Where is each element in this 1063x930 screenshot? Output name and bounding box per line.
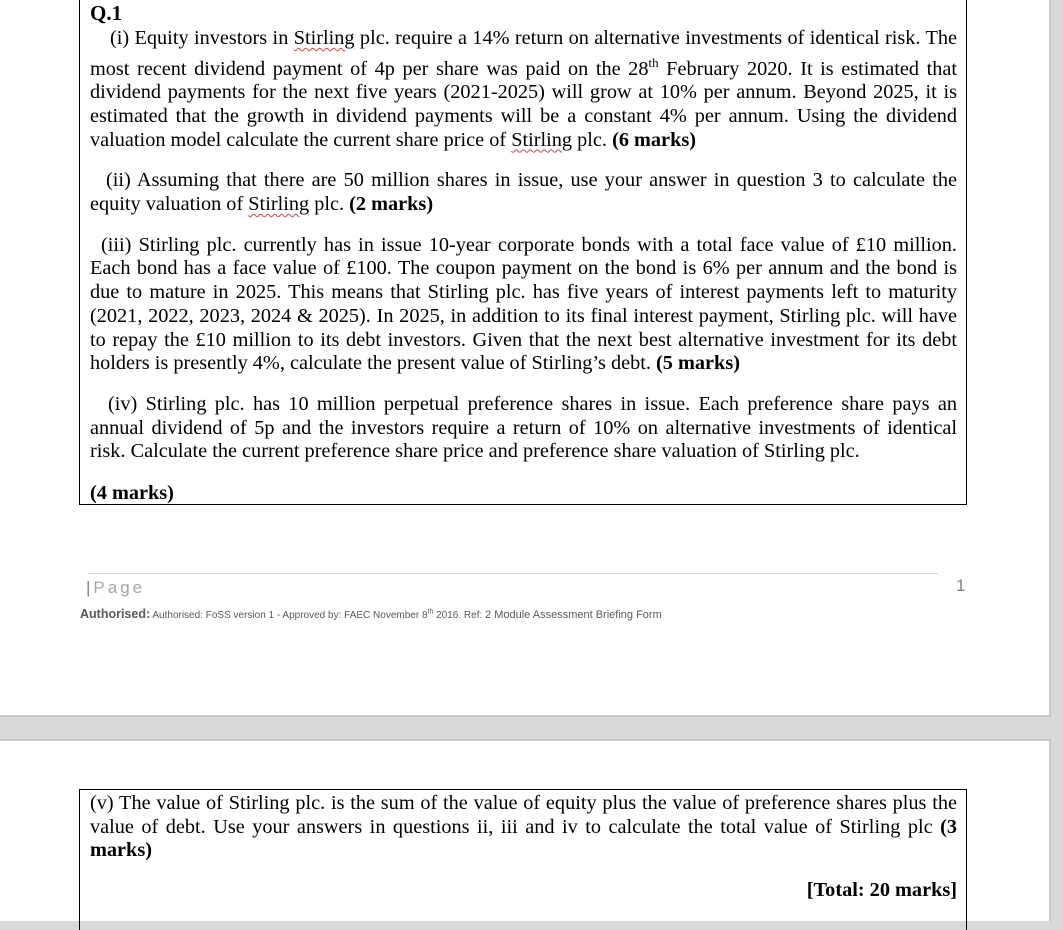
- footer-page-word: Page: [93, 578, 146, 597]
- marks-label: (3 marks): [90, 815, 957, 862]
- question-part-iv: [90, 393, 957, 464]
- footer-page-label: [86, 578, 145, 598]
- question-part-iv-marks: [90, 482, 957, 506]
- spellcheck-word[interactable]: Stirling: [293, 27, 355, 49]
- footer-authorised: [80, 607, 662, 621]
- marks-label: (6 marks): [612, 128, 696, 151]
- part-iv-text: (iv) Stirling plc. has 10 million perpetual preference shares in issue. Each preference share pays an annual dividend of 5p and the investors require a return of 10% on alternative investments of identical risk. Calculate the current preference share price and preference share valuation of Stirling plc.: [90, 392, 957, 463]
- authorised-text-a: Authorised: FoSS version 1 - Approved by: FAEC November 8: [150, 610, 428, 621]
- part-v-text: (v) The value of Stirling plc. is the sum of the value of equity plus the value of preference shares plus the value of debt. Use your answers in questions ii, iii and iv to calculate the total value of Stirling plc: [90, 792, 957, 838]
- authorised-ref: 2 Module Assessment Briefing Form: [485, 609, 662, 621]
- authorised-label: Authorised:: [80, 607, 151, 621]
- authorised-sup: th: [427, 608, 434, 616]
- footer-page-bar: |: [86, 578, 91, 597]
- part-ii-text-b: plc.: [309, 192, 350, 215]
- authorised-text-b: 2016. Ref:: [433, 610, 486, 621]
- question-part-i: [90, 27, 957, 152]
- question-part-ii: [90, 169, 957, 216]
- superscript-th: th: [648, 54, 659, 70]
- question-part-v: [90, 792, 957, 863]
- spellcheck-word[interactable]: Stirling: [511, 128, 573, 151]
- document-page-2: [0, 739, 1051, 921]
- footer-divider: [88, 573, 938, 574]
- part-i-text-b: plc. require a 14% return on alternative investments of identical risk. The most recent dividend payment of 4p per share was paid on the 28: [90, 27, 957, 80]
- part-i-text-c: February 2020. It is estimated that dividend payments for the next five years (2021-2025) will grow at 10% per annum. Beyond 2025, it is estimated that the growth in dividend payments will be a constant 4% per annum. Using the dividend valuation model calculate the current share price of: [90, 57, 957, 151]
- total-marks: [Total: 20 marks]: [806, 879, 957, 901]
- question-title: Q.1: [90, 1, 123, 25]
- marks-label: (4 marks): [90, 482, 174, 505]
- question-box: [79, 0, 967, 505]
- part-i-text-a: (i) Equity investors in: [110, 27, 294, 49]
- part-i-text-d: plc.: [572, 128, 613, 151]
- part-iii-text: (iii) Stirling plc. currently has in issue 10-year corporate bonds with a total face value of £10 million. Each bond has a face value of £100. The coupon payment on the bond is 6% per annum and the bond is due to mature in 2025. This means that Stirling plc. has five years of interest payments left to maturity (2021, 2022, 2023, 2024 & 2025). In 2025, in addition to its final interest payment, Stirling plc. will have to repay the £10 million to its debt investors. Given that the next best alternative investment for its debt holders is presently 4%, calculate the present value of Stirling’s debt.: [90, 233, 957, 375]
- spellcheck-word[interactable]: Stirling: [248, 192, 310, 215]
- question-box-continued: [79, 789, 967, 930]
- footer-page-number: 1: [956, 576, 966, 595]
- marks-label: (2 marks): [349, 192, 434, 215]
- question-part-iii: [90, 234, 957, 376]
- part-ii-text-a: (ii) Assuming that there are 50 million shares in issue, use your answer in question 3 to calculate the equity valuation of: [90, 169, 957, 215]
- marks-label: (5 marks): [656, 352, 740, 375]
